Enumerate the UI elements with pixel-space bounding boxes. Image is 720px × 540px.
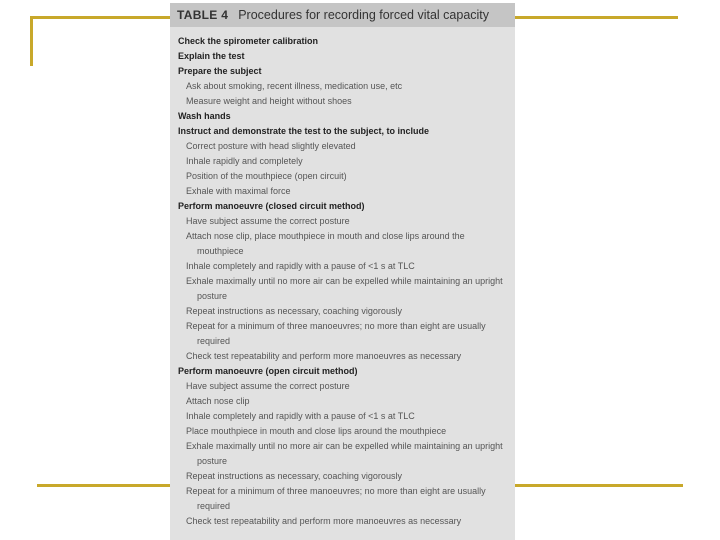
procedure-step: Correct posture with head slightly elevated (186, 141, 356, 151)
section-heading: Prepare the subject (178, 66, 262, 76)
decorative-line-bottom-left (37, 484, 170, 487)
procedure-table (170, 3, 515, 540)
table-rows (170, 27, 515, 529)
procedure-step: required (197, 501, 231, 511)
decorative-line-top-left-vertical (30, 16, 33, 66)
decorative-line-bottom-right (515, 484, 683, 487)
procedure-step: posture (197, 456, 228, 466)
procedure-step: Exhale maximally until no more air can be expelled while maintaining an upright (186, 276, 503, 286)
procedure-step: Check test repeatability and perform more manoeuvres as necessary (186, 351, 462, 361)
procedure-step: posture (197, 291, 228, 301)
procedure-step: Repeat for a minimum of three manoeuvres; no more than eight are usually (186, 321, 486, 331)
section-heading: Wash hands (178, 111, 231, 121)
procedure-step: Measure weight and height without shoes (186, 96, 352, 106)
procedure-step: Exhale maximally until no more air can be expelled while maintaining an upright (186, 441, 503, 451)
table-header (170, 3, 515, 27)
procedure-step: Place mouthpiece in mouth and close lips around the mouthpiece (186, 426, 447, 436)
procedure-step: required (197, 336, 231, 346)
table-label: TABLE 4 (177, 8, 229, 22)
procedure-step: Attach nose clip (186, 396, 250, 406)
procedure-step: Repeat instructions as necessary, coaching vigorously (186, 306, 402, 316)
section-heading: Perform manoeuvre (open circuit method) (178, 366, 358, 376)
procedure-step: Inhale completely and rapidly with a pause of <1 s at TLC (186, 411, 415, 421)
procedure-step: mouthpiece (197, 246, 244, 256)
procedure-step: Attach nose clip, place mouthpiece in mouth and close lips around the (186, 231, 465, 241)
procedure-step: Have subject assume the correct posture (186, 216, 350, 226)
section-heading: Explain the test (178, 51, 245, 61)
section-heading: Perform manoeuvre (closed circuit method) (178, 201, 365, 211)
procedure-step: Inhale rapidly and completely (186, 156, 303, 166)
section-heading: Check the spirometer calibration (178, 36, 319, 46)
procedure-step: Repeat for a minimum of three manoeuvres; no more than eight are usually (186, 486, 486, 496)
procedure-step: Have subject assume the correct posture (186, 381, 350, 391)
section-heading: Instruct and demonstrate the test to the subject, to include (178, 126, 430, 136)
procedure-step: Inhale completely and rapidly with a pause of <1 s at TLC (186, 261, 415, 271)
decorative-line-top-left (30, 16, 170, 19)
table-title: Procedures for recording forced vital capacity (238, 8, 490, 22)
procedure-step: Position of the mouthpiece (open circuit) (186, 171, 347, 181)
decorative-line-top-right (515, 16, 678, 19)
procedure-step: Repeat instructions as necessary, coaching vigorously (186, 471, 402, 481)
procedure-step: Exhale with maximal force (186, 186, 291, 196)
procedure-step: Check test repeatability and perform more manoeuvres as necessary (186, 516, 462, 526)
procedure-step: Ask about smoking, recent illness, medication use, etc (186, 81, 403, 91)
